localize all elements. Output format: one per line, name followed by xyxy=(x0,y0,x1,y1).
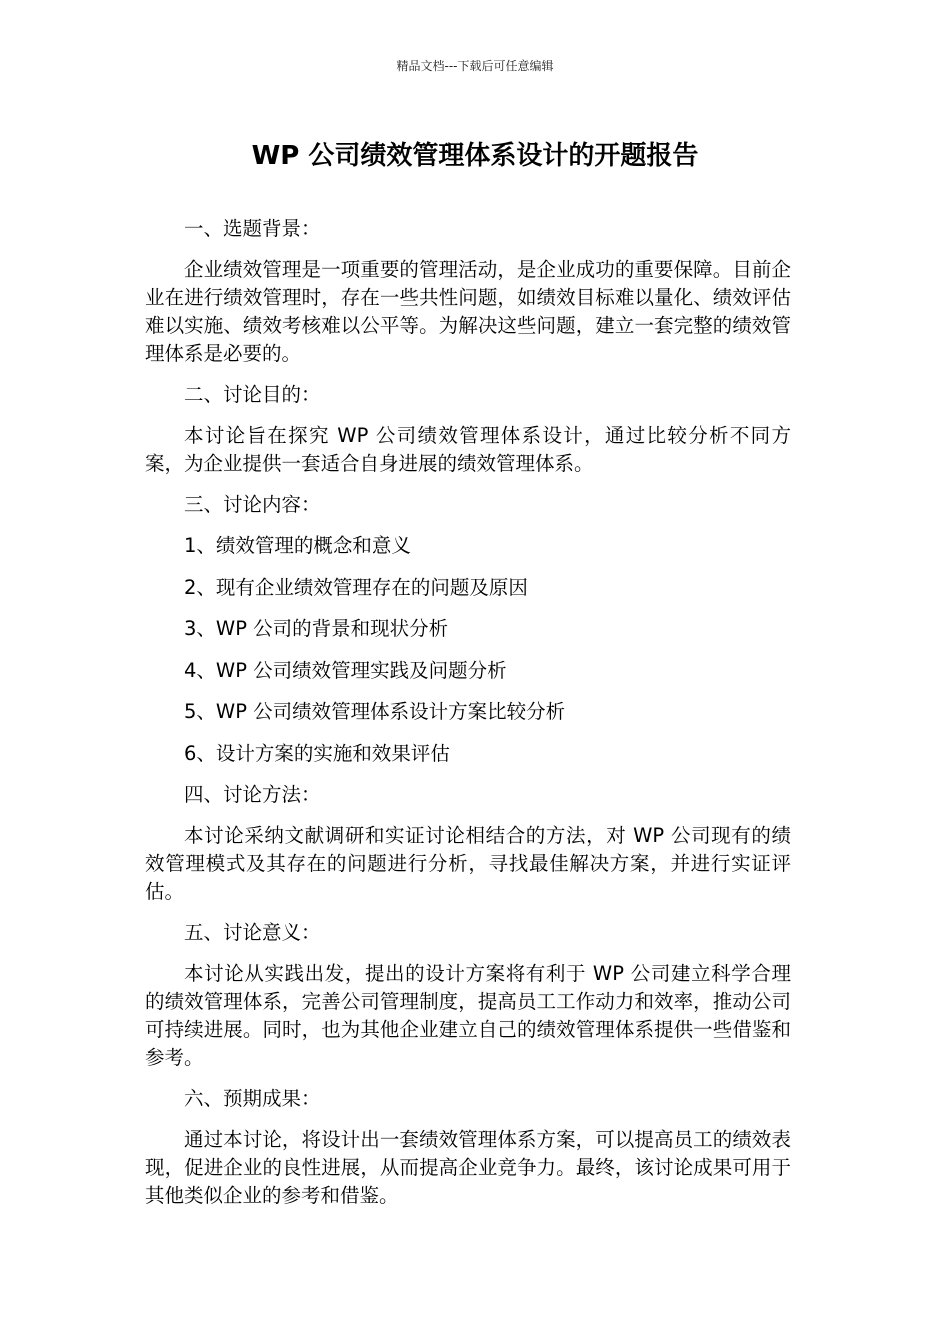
section-paragraph-significance: 本讨论从实践出发，提出的设计方案将有利于 WP 公司建立科学合理的绩效管理体系，完善公司管理制度，提高员工工作动力和效率，推动公司可持续进展。同时，也为其他企业建立自己的绩效管理体系提供一些借鉴和参考。 xyxy=(145,962,791,1069)
list-item: 4、WP 公司绩效管理实践及问题分析 xyxy=(184,658,507,682)
list-item: 2、现有企业绩效管理存在的问题及原因 xyxy=(184,575,528,599)
section-heading-method: 四、讨论方法： xyxy=(184,783,321,806)
list-item: 1、绩效管理的概念和意义 xyxy=(184,534,411,557)
section-heading-significance: 五、讨论意义： xyxy=(184,921,321,944)
section-paragraph-purpose: 本讨论旨在探究 WP 公司绩效管理体系设计，通过比较分析不同方案，为企业提供一套适合自身进展的绩效管理体系。 xyxy=(145,424,791,475)
list-item: 5、WP 公司绩效管理体系设计方案比较分析 xyxy=(184,700,566,723)
section-heading-purpose: 二、讨论目的： xyxy=(184,383,321,406)
section-heading-background: 一、选题背景： xyxy=(184,217,321,240)
section-paragraph-background: 企业绩效管理是一项重要的管理活动，是企业成功的重要保障。目前企业在进行绩效管理时，存在一些共性问题，如绩效目标难以量化、绩效评估难以实施、绩效考核难以公平等。为解决这些问题，建立一套完整的绩效管理体系是必要的。 xyxy=(145,258,791,365)
section-heading-expected-results: 六、预期成果： xyxy=(184,1087,321,1110)
document-title: WP 公司绩效管理体系设计的开题报告 xyxy=(251,141,699,171)
section-paragraph-method: 本讨论采纳文献调研和实证讨论相结合的方法，对 WP 公司现有的绩效管理模式及其存在的问题进行分析，寻找最佳解决方案，并进行实证评估。 xyxy=(145,824,791,903)
section-heading-content: 三、讨论内容： xyxy=(184,493,321,516)
section-paragraph-expected-results: 通过本讨论，将设计出一套绩效管理体系方案，可以提高员工的绩效表现，促进企业的良性进展，从而提高企业竞争力。最终，该讨论成果可用于其他类似企业的参考和借鉴。 xyxy=(145,1128,791,1207)
list-item: 6、设计方案的实施和效果评估 xyxy=(184,741,450,765)
header-note: 精品文档---下载后可任意编辑 xyxy=(396,59,554,73)
document-body xyxy=(145,215,791,1223)
list-item: 3、WP 公司的背景和现状分析 xyxy=(184,617,449,640)
